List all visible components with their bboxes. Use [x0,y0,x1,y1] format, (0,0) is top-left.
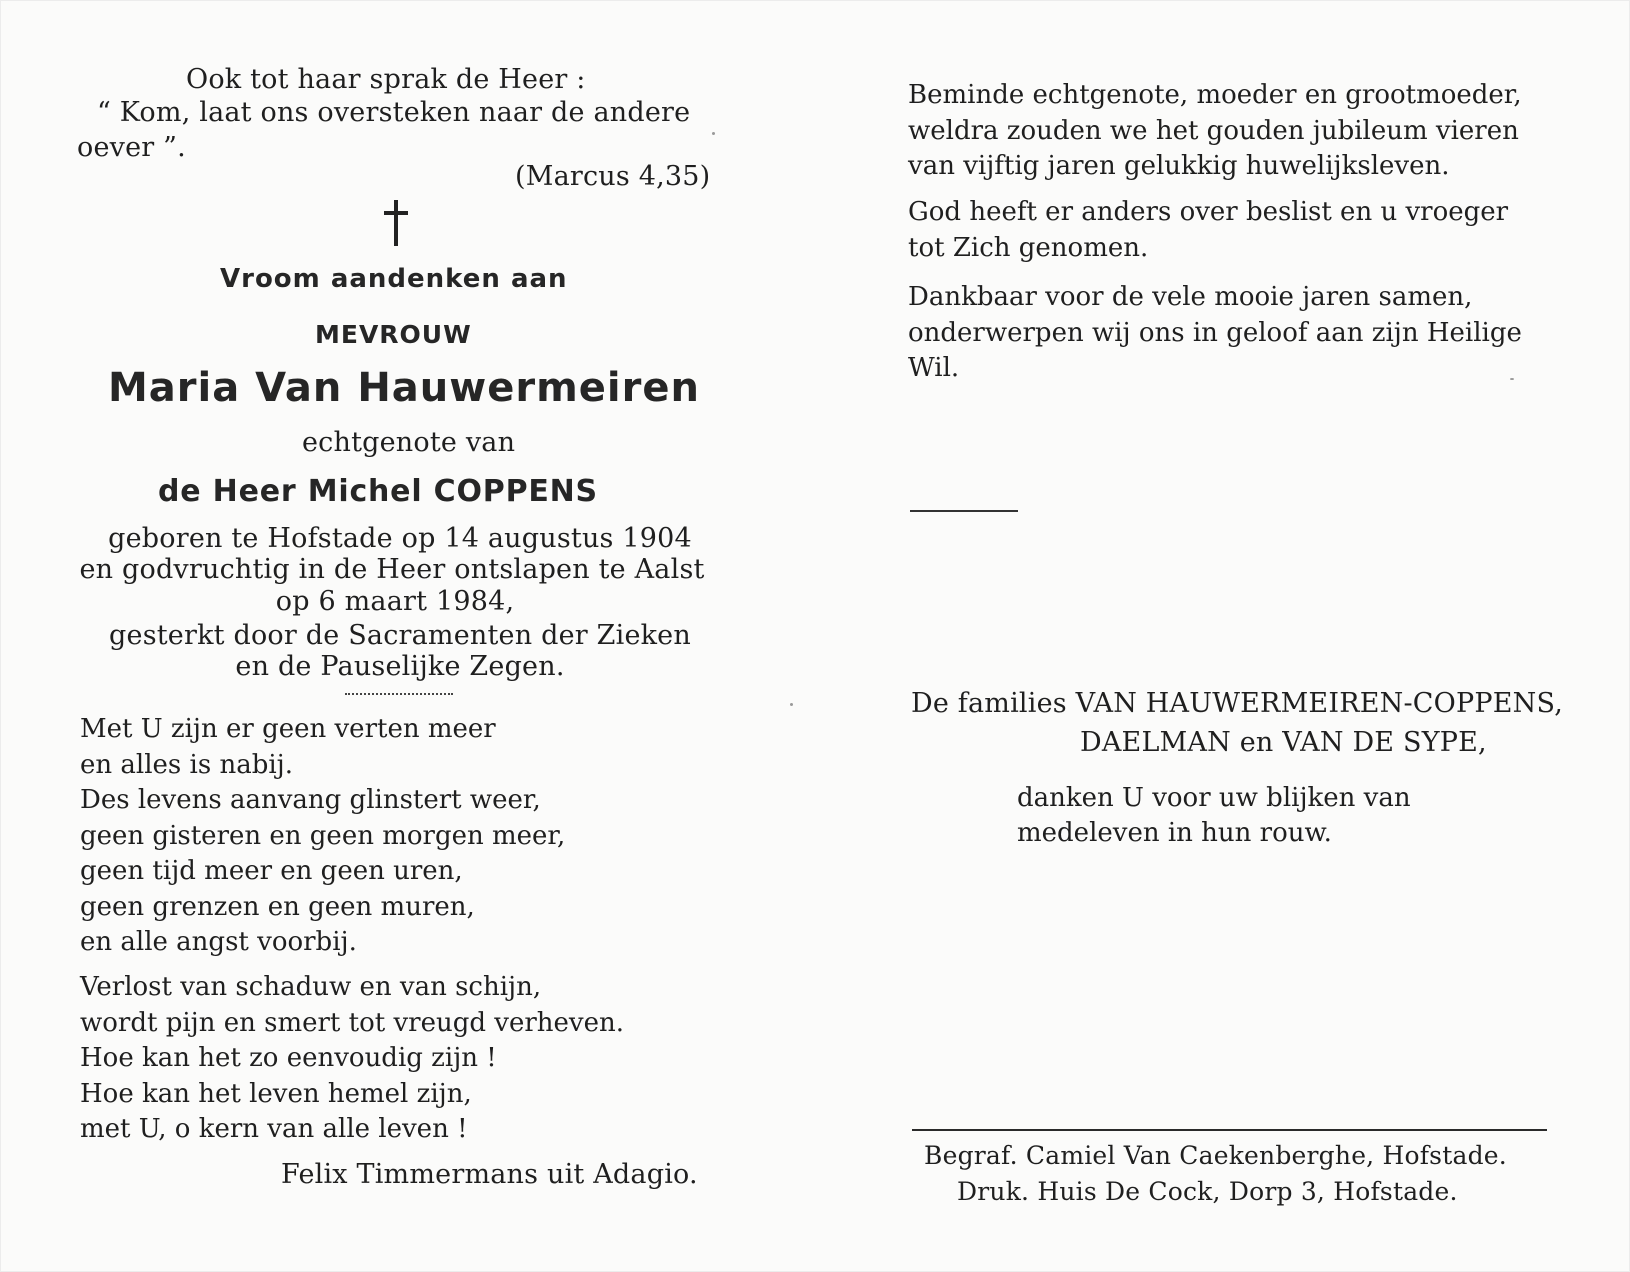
short-divider [910,510,1018,512]
poem-stanza-2 [80,970,730,1148]
thanks-message [1017,781,1411,851]
thanks-line: medeleven in hun rouw. [1017,818,1332,848]
poem-line: Des levens aanvang glinstert weer, [80,785,541,815]
message-line: Dankbaar voor de vele mooie jaren samen, [908,282,1473,312]
undertaker-line: Begraf. Camiel Van Caekenberghe, Hofstade. [924,1141,1507,1170]
dotted-separator [345,693,453,695]
message-paragraph-1 [908,78,1548,185]
message-line: van vijftig jaren gelukkig huwelijksleven. [908,151,1450,181]
message-line: God heeft er anders over beslist en u vroeger [908,197,1509,227]
biography-line-2: en godvruchtig in de Heer ontslapen te Aalst [79,554,705,585]
poem-line: Verlost van schaduw en van schijn, [80,972,542,1002]
message-line: tot Zich genomen. [908,232,1149,263]
families-line-1: De families VAN HAUWERMEIREN-COPPENS, [911,688,1563,719]
bottom-divider [912,1129,1547,1131]
poem-line: Hoe kan het zo eenvoudig zijn ! [80,1043,497,1073]
biography-line-5: en de Pauselijke Zegen. [235,651,565,682]
poem-line: en alles is nabij. [80,749,293,780]
message-line: Beminde echtgenote, moeder en grootmoeder, [908,80,1522,110]
right-panel [800,0,1630,1272]
paper-speck [712,132,715,135]
message-paragraph-3 [908,280,1548,387]
poem-line: en alle angst voorbij. [80,927,357,957]
poem-line: geen tijd meer en geen uren, [80,856,463,886]
poem-stanza-1 [80,712,730,961]
message-line: Wil. [908,353,960,383]
poem-line: geen grenzen en geen muren, [80,891,475,922]
spouse-name: de Heer Michel COPPENS [158,474,598,509]
cross-icon [384,200,408,246]
deceased-name: Maria Van Hauwermeiren [108,365,700,411]
families-line-2: DAELMAN en VAN DE SYPE, [1080,727,1487,758]
poem-line: Hoe kan het leven hemel zijn, [80,1078,472,1109]
bible-quote-line-3: oever ”. [77,132,186,163]
poem-attribution: Felix Timmermans uit Adagio. [281,1159,698,1190]
bible-quote-line-2: “ Kom, laat ons oversteken naar de andere [97,97,691,128]
poem-line: geen gisteren en geen morgen meer, [80,820,566,851]
biography-line-1: geboren te Hofstade op 14 augustus 1904 [108,523,692,554]
paper-speck [1510,378,1514,380]
title-word: MEVROUW [315,320,472,349]
memorial-heading: Vroom aandenken aan [220,264,568,294]
thanks-line: danken U voor uw blijken van [1017,783,1411,813]
message-paragraph-2 [908,195,1548,266]
spouse-intro: echtgenote van [302,427,516,458]
left-panel [0,0,800,1272]
printer-line: Druk. Huis De Cock, Dorp 3, Hofstade. [957,1177,1458,1206]
message-line: weldra zouden we het gouden jubileum vieren [908,115,1519,146]
poem-line: wordt pijn en smert tot vreugd verheven. [80,1007,624,1038]
paper-speck [790,703,793,706]
biography-line-4: gesterkt door de Sacramenten der Zieken [109,620,691,651]
message-line: onderwerpen wij ons in geloof aan zijn Heilige [908,317,1522,348]
poem-line: met U, o kern van alle leven ! [80,1114,468,1144]
bible-reference: (Marcus 4,35) [515,161,711,192]
bible-quote-line-1: Ook tot haar sprak de Heer : [186,64,586,95]
biography-line-3: op 6 maart 1984, [275,586,515,617]
poem-line: Met U zijn er geen verten meer [80,714,496,744]
